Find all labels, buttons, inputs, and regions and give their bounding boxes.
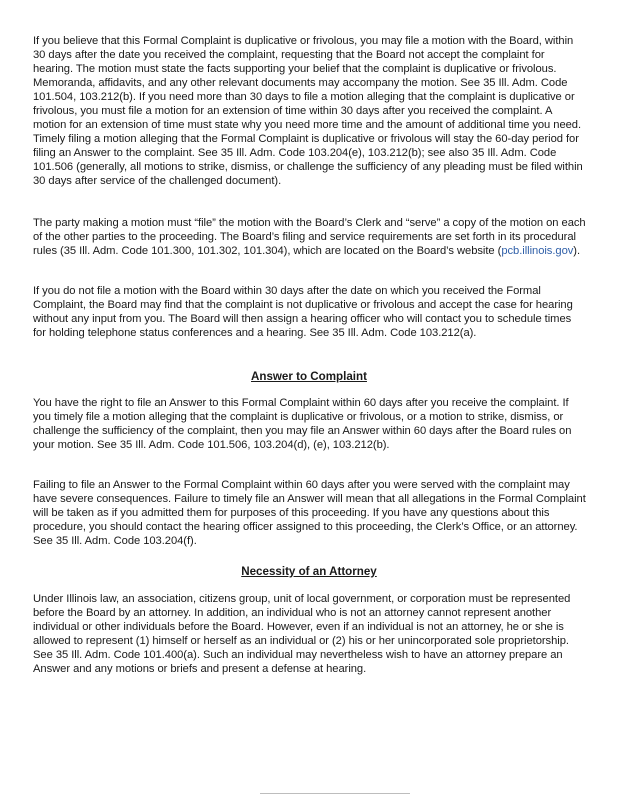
paragraph-filing-service — [33, 216, 587, 258]
paragraph-failure-to-answer: Failing to file an Answer to the Formal Complaint within 60 days after you were served with the complaint may have severe consequences. Failure to timely file an Answer will mean that all allegations in the Formal Complaint will be taken as if you admitted them for purposes of this proceeding. If you have any questions about this procedure, you should contact the hearing officer assigned to this proceeding, the Clerk’s Office, or an attorney. See 35 Ill. Adm. Code 103.204(f). — [33, 479, 586, 547]
paragraph-duplicative-frivolous: If you believe that this Formal Complaint is duplicative or frivolous, you may file a motion with the Board, within 30 days after the date you received the complaint, requesting that the Board not accept the complaint for hearing. The motion must state the facts supporting your belief that the complaint is duplicative or frivolous. Memoranda, affidavits, and any other relevant documents may accompany the motion. See 35 Ill. Adm. Code 101.504, 103.212(b). If you need more than 30 days to file a motion alleging that the complaint is duplicative or frivolous, you must file a motion for an extension of time within 30 days after you received the complaint. A motion for an extension of time must state why you need more time and the amount of additional time you need. Timely filing a motion alleging that the Formal Complaint is duplicative or frivolous will stay the 60-day period for filing an Answer to the complaint. See 35 Ill. Adm. Code 103.204(e), 103.212(b); see also 35 Ill. Adm. Code 101.506 (generally, all motions to strike, dismiss, or challenge the sufficiency of any pleading must be filed within 30 days after service of the challenged document). — [33, 35, 583, 187]
paragraph-no-motion-filed: If you do not file a motion with the Board within 30 days after the date on which you received the Formal Complaint, the Board may find that the complaint is not duplicative or frivolous and accept the case for hearing without any input from you. The Board will then assign a hearing officer who will contact you to schedule times for holding telephone status conferences and a hearing. See 35 Ill. Adm. Code 103.212(a). — [33, 285, 573, 339]
board-website-link[interactable]: pcb.illinois.gov — [501, 245, 574, 257]
heading-answer-to-complaint: Answer to Complaint — [251, 370, 367, 383]
paragraph-filing-service-end: ). — [573, 245, 581, 257]
footer-divider — [260, 793, 410, 794]
heading-necessity-of-attorney: Necessity of an Attorney — [241, 565, 377, 578]
paragraph-attorney-requirement: Under Illinois law, an association, citizens group, unit of local government, or corporation must be represented before the Board by an attorney. In addition, an individual who is not an attorney cannot represent another individual or other individuals before the Board. However, even if an individual is not an attorney, he or she is allowed to represent (1) himself or herself as an individual or (2) his or her unincorporated sole proprietorship. See 35 Ill. Adm. Code 101.400(a). Such an individual may nevertheless wish to have an attorney prepare an Answer and any motions or briefs and present a defense at hearing. — [33, 593, 571, 675]
paragraph-filing-service-text: The party making a motion must “file” the motion with the Board’s Clerk and “serve” a copy of the motion on each of the other parties to the proceeding. The Board’s filing and service requirements are set forth in its procedural rules (35 Ill. Adm. Code 101.300, 101.302, 101.304), which are located on the Board’s website ( — [33, 217, 586, 257]
paragraph-right-to-answer: You have the right to file an Answer to this Formal Complaint within 60 days after you receive the complaint. If you timely file a motion alleging that the complaint is duplicative or frivolous, or a motion to strike, dismiss, or challenge the sufficiency of the complaint, then you may file an Answer within 60 days after the Board rules on your motion. See 35 Ill. Adm. Code 101.506, 103.204(d), (e), 103.212(b). — [33, 397, 572, 451]
